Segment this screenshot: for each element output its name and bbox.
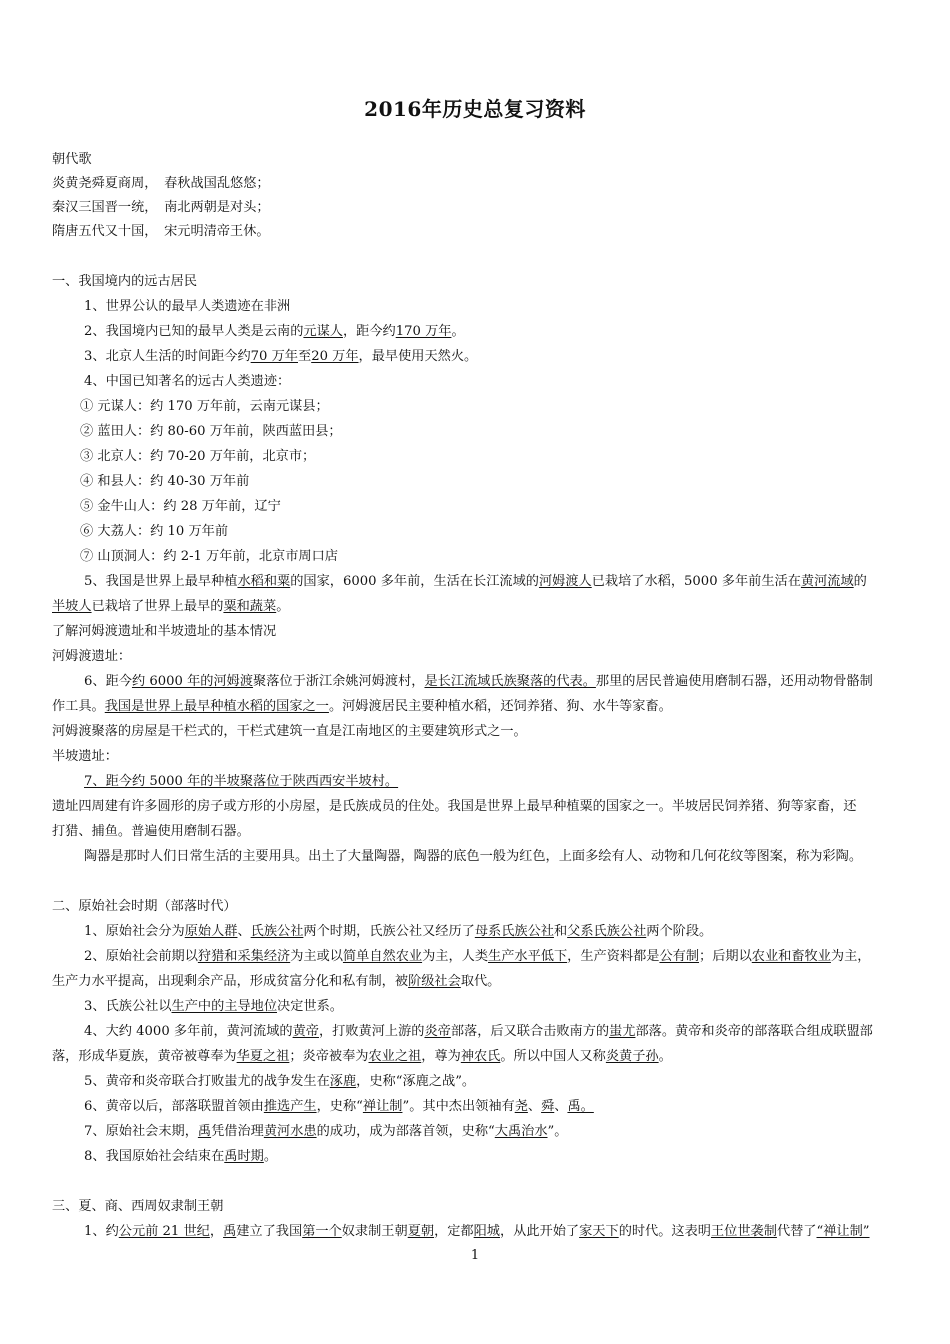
page-number: 1: [470, 1248, 480, 1263]
text-line: [52, 445, 936, 470]
text-segment: ，定都: [434, 1224, 474, 1239]
text-segment: 朝代歌: [52, 152, 92, 167]
underlined-term: 生产水平低下: [488, 949, 568, 964]
underlined-term: 20 万年: [311, 349, 359, 364]
text-segment: ，从此开始了: [500, 1224, 580, 1239]
text-line: [52, 520, 936, 545]
text-segment: 三、夏、商、西周奴隶制王朝: [52, 1199, 224, 1214]
text-line: [52, 1020, 940, 1045]
text-segment: 代替了: [776, 1224, 817, 1239]
underlined-term: 生产中的主导地位: [171, 999, 278, 1014]
text-segment: 已栽培了水稻，5000 多年前生活在: [591, 574, 801, 589]
underlined-term: 公有制: [659, 949, 700, 964]
underlined-term: 农业之祖: [368, 1049, 422, 1064]
text-line: [52, 920, 940, 945]
text-line: [52, 770, 940, 795]
text-segment: 5、我国是世界上最早种植: [84, 574, 238, 589]
text-segment: 奴隶制王朝: [341, 1224, 408, 1239]
text-segment: 。: [263, 1149, 278, 1164]
text-line: [52, 470, 936, 495]
text-segment: ”。: [547, 1124, 568, 1139]
text-line: [52, 1045, 908, 1070]
text-line: [52, 370, 940, 395]
text-segment: 。: [658, 1049, 672, 1064]
text-segment: 聚落位于浙江余姚河姆渡村，: [253, 674, 425, 689]
underlined-term: 原始人群: [184, 924, 238, 939]
underlined-term: 禹时期: [224, 1149, 264, 1164]
text-line: [52, 1070, 940, 1095]
text-segment: ，距今约: [342, 324, 396, 339]
underlined-term: 家天下: [579, 1224, 619, 1239]
text-segment: 部落，后又联合击败南方的: [450, 1024, 610, 1039]
text-segment: 的: [853, 574, 867, 589]
underlined-term: 夏朝: [407, 1224, 435, 1239]
underlined-term: 禹。: [567, 1099, 594, 1114]
text-segment: 落，形成华夏族，黄帝被尊奉为: [52, 1049, 237, 1064]
text-segment: ，打败黄河上游的: [318, 1024, 425, 1039]
text-segment: 。所以中国人又称: [500, 1049, 606, 1064]
text-segment: 3、氏族公社以: [84, 999, 172, 1014]
underlined-term: 半坡人: [52, 599, 92, 614]
underlined-term: 阶级社会: [408, 974, 461, 989]
text-segment: 炎黄尧舜夏商周， 春秋战国乱悠悠；: [52, 176, 270, 191]
text-segment: 已栽培了世界上最早的: [91, 599, 224, 614]
text-segment: 1、世界公认的最早人类遗迹在非洲: [84, 299, 291, 314]
underlined-term: 狩猎和采集经济: [197, 949, 291, 964]
underlined-term: “禅让制”: [816, 1224, 870, 1239]
text-segment: 两个阶段。: [646, 924, 713, 939]
text-segment: ② 蓝田人：约 80-60 万年前，陕西蓝田县；: [80, 424, 342, 439]
text-segment: ”。其中杰出领袖有: [402, 1099, 515, 1114]
text-line: [52, 1145, 940, 1170]
text-segment: 为主，人类: [422, 949, 489, 964]
text-segment: 生产力水平提高，出现剩余产品，形成贫富分化和私有制，被: [52, 974, 409, 989]
text-segment: 2、我国境内已知的最早人类是云南的: [84, 324, 304, 339]
text-line: [52, 645, 908, 670]
text-line: [52, 720, 908, 745]
underlined-term: 炎黄子孙: [605, 1049, 659, 1064]
text-line: [52, 270, 908, 295]
text-line: [52, 1195, 908, 1220]
text-segment: ，生产资料都是: [567, 949, 660, 964]
text-segment: 和: [553, 924, 568, 939]
text-segment: 的成功，成为部落首领，史称“: [316, 1124, 495, 1139]
text-segment: 隋唐五代又十国， 宋元明清帝王休。: [52, 224, 270, 239]
text-line: [52, 420, 936, 445]
text-segment: 、: [527, 1099, 542, 1114]
text-segment: 。河姆渡居民主要种植水稻，还饲养猪、狗、水牛等家畜。: [328, 699, 672, 714]
text-segment: 6、距今: [84, 674, 132, 689]
underlined-term: 农业和畜牧业: [751, 949, 831, 964]
text-line: [52, 845, 940, 870]
underlined-term: 涿鹿: [329, 1074, 357, 1089]
text-segment: 的时代。这表明: [618, 1224, 711, 1239]
text-segment: 为主或以: [290, 949, 343, 964]
text-segment: ⑤ 金牛山人：约 28 万年前，辽宁: [80, 499, 281, 514]
text-segment: 了解河姆渡遗址和半坡遗址的基本情况: [52, 624, 277, 639]
text-segment: 、: [554, 1099, 568, 1114]
text-segment: 的国家，6000 多年前，生活在长江流域的: [290, 574, 539, 589]
underlined-term: 黄河流域: [800, 574, 854, 589]
text-line: [52, 695, 908, 720]
text-segment: 1、约: [84, 1224, 119, 1239]
underlined-term: 70 万年: [250, 349, 298, 364]
text-segment: ；后期以: [699, 949, 752, 964]
underlined-term: 公元前 21 世纪: [118, 1224, 210, 1239]
text-line: [52, 295, 940, 320]
text-line: [52, 545, 936, 570]
text-line: [52, 320, 940, 345]
text-segment: 5、黄帝和炎帝联合打败蚩尤的战争发生在: [84, 1074, 330, 1089]
text-segment: 秦汉三国晋一统， 南北两朝是对头；: [52, 200, 270, 215]
underlined-term: 河姆渡人: [538, 574, 592, 589]
text-segment: 决定世系。: [277, 999, 343, 1014]
text-segment: ，史称“涿鹿之战”。: [356, 1074, 476, 1089]
text-segment: ⑦ 山顶洞人：约 2-1 万年前，北京市周口店: [80, 549, 338, 564]
text-line: [52, 595, 908, 620]
text-line: [52, 820, 908, 845]
underlined-term: 禹: [223, 1224, 237, 1239]
underlined-term: 蚩尤: [609, 1024, 636, 1039]
text-segment: ⑥ 大荔人：约 10 万年前: [80, 524, 229, 539]
underlined-term: 母系氏族公社: [474, 924, 554, 939]
text-line: [52, 148, 908, 173]
text-segment: 8、我国原始社会结束在: [84, 1149, 225, 1164]
text-line: [52, 345, 940, 370]
text-line: [52, 620, 908, 645]
text-segment: 河姆渡遗址：: [52, 649, 132, 664]
text-segment: 凭借治理: [211, 1124, 264, 1139]
underlined-term: 黄河水患: [263, 1124, 317, 1139]
text-segment: 建立了我国: [236, 1224, 303, 1239]
text-line: [52, 1095, 940, 1120]
underlined-term: 舜: [541, 1099, 555, 1114]
underlined-term: 粟和蔬菜: [223, 599, 277, 614]
text-segment: 3、北京人生活的时间距今约: [84, 349, 251, 364]
text-segment: 4、大约 4000 多年前，黄河流域的: [84, 1024, 293, 1039]
underlined-term: 氏族公社: [250, 924, 304, 939]
text-segment: 7、原始社会末期，: [84, 1124, 198, 1139]
underlined-term: 禹: [197, 1124, 212, 1139]
underlined-term: 炎帝: [424, 1024, 451, 1039]
underlined-term: 元谋人: [303, 324, 343, 339]
text-segment: 两个时期，氏族公社又经历了: [303, 924, 475, 939]
text-line: [52, 172, 908, 197]
text-segment: 。: [451, 324, 465, 339]
text-line: [52, 970, 908, 995]
underlined-term: 阳城: [473, 1224, 500, 1239]
underlined-term: 第一个: [302, 1224, 342, 1239]
text-line: [52, 1120, 940, 1145]
text-segment: 半坡遗址：: [52, 749, 118, 764]
text-segment: 陶器是那时人们日常生活的主要用具。出土了大量陶器，陶器的底色一般为红色，上面多绘有人、动物和几何花纹等图案，称为彩陶。: [84, 849, 863, 864]
text-segment: 取代。: [460, 974, 501, 989]
underlined-term: 王位世袭制: [711, 1224, 777, 1239]
document-title: 2016年历史总复习资料: [364, 97, 586, 121]
text-segment: ，: [209, 1224, 224, 1239]
underlined-term: 是长江流域氏族聚落的代表。: [424, 674, 596, 689]
underlined-term: 推选产生: [263, 1099, 317, 1114]
underlined-term: 父系氏族公社: [567, 924, 647, 939]
text-segment: ④ 和县人：约 40-30 万年前: [80, 474, 250, 489]
text-segment: ① 元谋人：约 170 万年前，云南元谋县；: [80, 399, 329, 414]
text-segment: 1、原始社会分为: [84, 924, 185, 939]
text-segment: 为主，: [830, 949, 871, 964]
text-segment: 一、我国境内的远古居民: [52, 274, 198, 289]
text-segment: 2、原始社会前期以: [84, 949, 198, 964]
text-segment: 。: [276, 599, 290, 614]
text-line: [52, 395, 936, 420]
text-segment: 作工具。: [52, 699, 105, 714]
text-line: [52, 670, 940, 695]
underlined-term: 尧: [514, 1099, 528, 1114]
underlined-term: 水稻和粟: [237, 574, 291, 589]
text-line: [52, 795, 908, 820]
text-segment: ，尊为: [421, 1049, 461, 1064]
text-line: [52, 570, 940, 595]
text-segment: 河姆渡聚落的房屋是干栏式的，干栏式建筑一直是江南地区的主要建筑形式之一。: [52, 724, 527, 739]
underlined-term: 简单自然农业: [342, 949, 423, 964]
underlined-term: 约 6000 年的河姆渡: [131, 674, 254, 689]
text-segment: 部落。黄帝和炎帝的部落联合组成联盟部: [635, 1024, 873, 1039]
text-line: [52, 220, 908, 245]
text-line: [52, 495, 936, 520]
text-segment: ，最早使用天然火。: [358, 349, 478, 364]
underlined-term: 黄帝: [292, 1024, 319, 1039]
text-segment: 二、原始社会时期（部落时代）: [52, 899, 237, 914]
text-segment: 、: [237, 924, 251, 939]
text-segment: 4、中国已知著名的远古人类遗迹：: [84, 374, 291, 389]
text-segment: 6、黄帝以后，部落联盟首领由: [84, 1099, 264, 1114]
text-segment: ，史称“: [316, 1099, 363, 1114]
text-segment: 打猎、捕鱼。普遍使用磨制石器。: [52, 824, 250, 839]
text-segment: ③ 北京人：约 70-20 万年前，北京市；: [80, 449, 316, 464]
underlined-term: 170 万年: [395, 324, 452, 339]
underlined-term: 7、距今约 5000 年的半坡聚落位于陕西西安半坡村。: [84, 774, 399, 789]
text-segment: ；炎帝被奉为: [289, 1049, 369, 1064]
underlined-term: 大禹治水: [494, 1124, 548, 1139]
text-line: [52, 196, 908, 221]
underlined-term: 禅让制: [362, 1099, 403, 1114]
text-line: [52, 945, 940, 970]
underlined-term: 神农氏: [460, 1049, 501, 1064]
underlined-term: 华夏之祖: [236, 1049, 290, 1064]
text-line: [52, 1220, 940, 1245]
text-segment: 至: [298, 349, 312, 364]
text-segment: 那里的居民普遍使用磨制石器，还用动物骨骼制: [595, 674, 873, 689]
underlined-term: 我国是世界上最早种植水稻的国家之一: [104, 699, 329, 714]
text-line: [52, 995, 940, 1020]
text-line: [52, 895, 908, 920]
text-segment: 遗址四周建有许多圆形的房子或方形的小房屋，是氏族成员的住处。我国是世界上最早种植粟的国家之一。半坡居民饲养猪、狗等家畜，还: [52, 799, 857, 814]
text-line: [52, 745, 908, 770]
